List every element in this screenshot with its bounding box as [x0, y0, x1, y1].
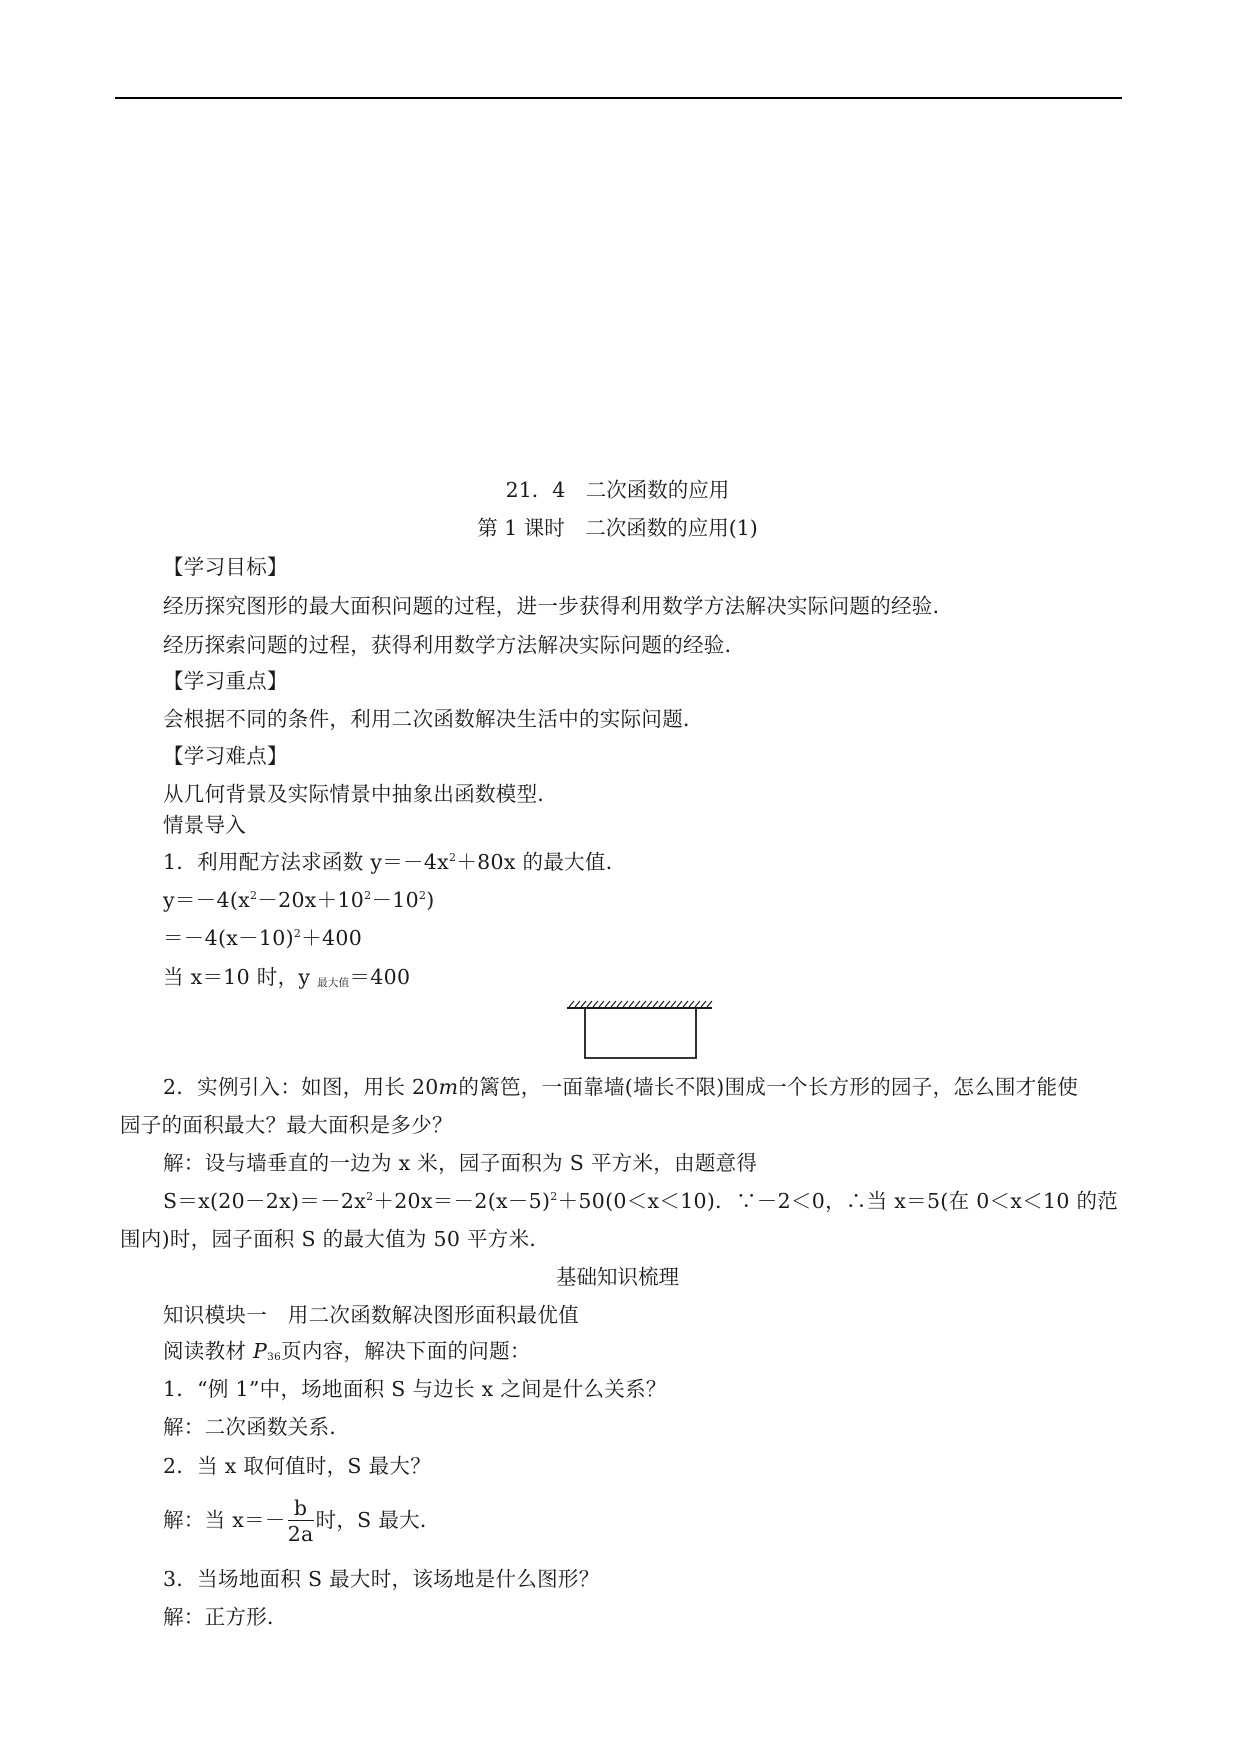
difficulty-header: 【学习难点】: [163, 744, 288, 768]
objectives-header: 【学习目标】: [163, 555, 288, 579]
solution-step-1: $y=-4(x^2-20x+10^2-10^2)$: [163, 888, 435, 912]
qa-3-answer: 解：正方形．: [163, 1605, 288, 1629]
question-1: 1．利用配方法求函数 $y=-4x^2+80x$ 的最大值．: [163, 850, 627, 874]
solution-2-line-3: 围内)时，园子面积 S 的最大值为 50 平方米．: [120, 1227, 551, 1251]
qa-1-answer: 解：二次函数关系．: [163, 1415, 351, 1439]
fraction-b-over-2a: $\frac{b}{2a}$: [287, 1496, 314, 1546]
example-2-line-1: 2．实例引入：如图，用长 20m的篱笆，一面靠墙(墙长不限)围成一个长方形的园子，怎么围才能使: [163, 1075, 1079, 1099]
objective-1: 经历探究图形的最大面积问题的过程，进一步获得利用数学方法解决实际问题的经验．: [163, 594, 954, 618]
header-rule: [115, 97, 1122, 99]
reading-instruction: 阅读教材 $P_{36}$页内容，解决下面的问题：: [163, 1339, 531, 1363]
key-header: 【学习重点】: [163, 669, 288, 693]
example-2-line-2: 园子的面积最大？最大面积是多少？: [120, 1113, 453, 1137]
solution-step-2: $=-4(x-10)^2+400$: [163, 926, 363, 950]
section-title: 基础知识梳理: [556, 1265, 679, 1289]
qa-3-question: 3．当场地面积 S 最大时，该场地是什么图形？: [163, 1567, 600, 1591]
module-1-title: 知识模块一 用二次函数解决图形面积最优值: [163, 1303, 579, 1327]
difficulty-text: 从几何背景及实际情景中抽象出函数模型．: [163, 782, 559, 806]
solution-2-line-2: $S=x(20-2x)=-2x^2+20x=-2(x-5)^2+50(0<x<10)$．∵－2＜0，∴当 x＝5(在 0＜x＜10 的范: [163, 1189, 1119, 1213]
key-text: 会根据不同的条件，利用二次函数解决生活中的实际问题．: [163, 707, 704, 731]
objective-2: 经历探索问题的过程，获得利用数学方法解决实际问题的经验．: [163, 633, 746, 657]
intro-header: 情景导入: [163, 813, 247, 837]
qa-2-question: 2．当 x 取何值时，S 最大？: [163, 1454, 431, 1478]
lesson-subtitle: 第 1 课时 二次函数的应用(1): [477, 516, 758, 540]
fence-wall-diagram: [565, 1000, 715, 1062]
qa-1-question: 1．“例 1”中，场地面积 S 与边长 x 之间是什么关系？: [163, 1377, 667, 1401]
solution-2-line-1: 解：设与墙垂直的一边为 x 米，园子面积为 S 平方米，由题意得: [163, 1151, 758, 1175]
solution-step-3: 当 x＝10 时，y $_{最大值}$＝400: [163, 965, 411, 989]
page-title: 21．4 二次函数的应用: [505, 478, 730, 502]
qa-2-answer: 解：当 x＝－ $\frac{b}{2a}$ 时，S 最大．: [163, 1496, 441, 1546]
